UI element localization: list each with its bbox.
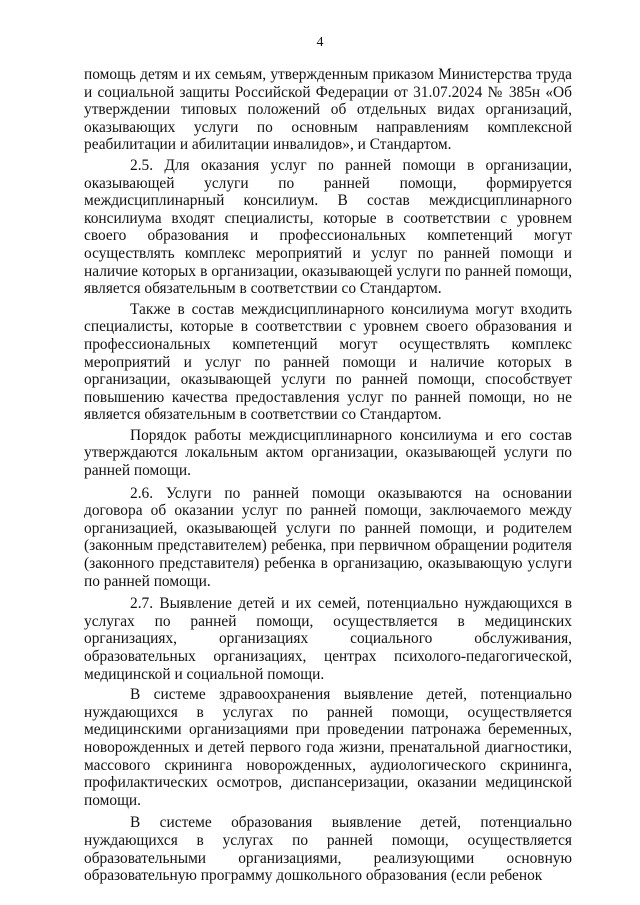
page-number: 4: [316, 35, 324, 50]
paragraph-2-7: 2.7. Выявление детей и их семей, потенциально нуждающихся в услугах по ранней помощи, осуществляется в медицинских организациях, организациях социального обслуживания, образовательных организациях, центрах психолого-педагогической, медицинской и социальной помощи.: [84, 595, 572, 683]
paragraph-continuation: помощь детям и их семьям, утвержденным приказом Министерства труда и социальной защиты Российской Федерации от 31.07.2024 № 385н «Об утверждении типовых положений об отдельных видах организаций, оказывающих услуги по основным направлениям комплексной реабилитации и абилитации инвалидов», и Стандартом.: [84, 66, 572, 154]
paragraph-healthcare-detection: В системе здравоохранения выявление детей, потенциально нуждающихся в услугах по ранней помощи, осуществляется медицинскими организациями при проведении патронажа беременных, новорожденных и детей первого года жизни, пренатальной диагностики, массового скрининга новорожденных, аудиологического скрининга, профилактических осмотров, диспансеризации, оказании медицинской помощи.: [84, 686, 572, 809]
document-body: [84, 66, 572, 885]
paragraph-education-detection: В системе образования выявление детей, потенциально нуждающихся в услугах по ранней помощи, осуществляется образовательными организациями, реализующими основную образовательную программу дошкольного образования (если ребенок: [84, 814, 572, 885]
paragraph-2-5: 2.5. Для оказания услуг по ранней помощи в организации, оказывающей услуги по ранней помощи, формируется междисциплинарный консилиум. В состав междисциплинарного консилиума входят специалисты, которые в соответствии с уровнем своего образования и профессиональных компетенций могут осуществлять комплекс мероприятий и услуг по ранней помощи и наличие которых в организации, оказывающей услуги по ранней помощи, является обязательным в соответствии со Стандартом.: [84, 156, 572, 298]
paragraph-additional-specialists: Также в состав междисциплинарного консилиума могут входить специалисты, которые в соответствии с уровнем своего образования и профессиональных компетенций могут осуществлять комплекс мероприятий и услуг по ранней помощи и наличие которых в организации, оказывающей услуги по ранней помощи, способствует повышению качества предоставления услуг по ранней помощи, но не является обязательным в соответствии со Стандартом.: [84, 300, 572, 424]
paragraph-consilium-procedure: Порядок работы междисциплинарного консилиума и его состав утверждаются локальным актом организации, оказывающей услуги по ранней помощи.: [84, 426, 572, 480]
paragraph-2-6: 2.6. Услуги по ранней помощи оказываются на основании договора об оказании услуг по ранней помощи, заключаемого между организацией, оказывающей услуги по ранней помощи, и родителем (законным представителем) ребенка, при первичном обращении родителя (законного представителя) ребенка в организацию, оказывающую услуги по ранней помощи.: [84, 484, 572, 590]
